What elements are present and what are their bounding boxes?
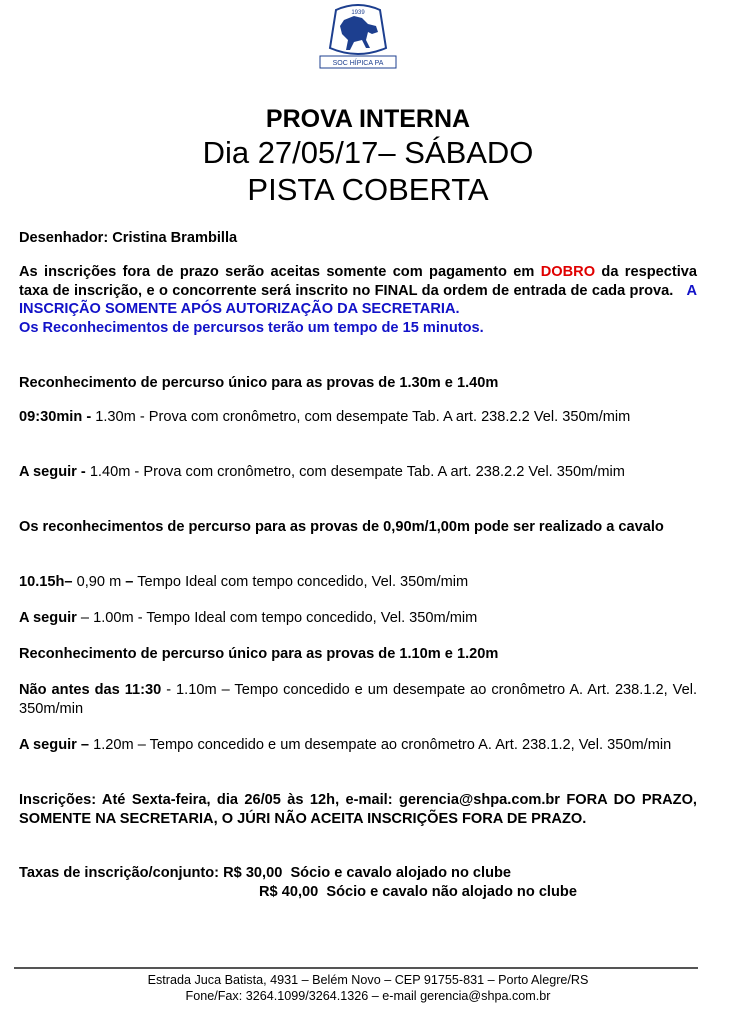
fees-block [19,864,577,901]
fee-2-desc: Sócio e cavalo não alojado no clube [326,883,577,900]
event-4-time: A seguir [19,610,77,626]
event-4-desc: – 1.00m - Tempo Ideal com tempo concedido, Vel. 350m/mim [76,610,478,626]
event-1 [19,408,697,427]
fee-2-amount: R$ 40,00 [259,883,319,900]
event-2-time: A seguir - [19,464,86,480]
logo-year: 1939 [351,10,365,16]
course-designer: Desenhador: Cristina Brambilla [19,230,238,246]
page-title: PROVA INTERNA [265,105,471,133]
event-3-dash: – [125,574,134,590]
event-2-desc: 1.40m - Prova com cronômetro, com desempate Tab. A art. 238.2.2 Vel. 350m/mim [85,464,625,480]
registration-info: Inscrições: Até Sexta-feira, dia 26/05 às 12h, e-mail: gerencia@shpa.com.br FORA DO PRAZO, SOMENTE NA SECRETARIA, O JÚRI NÃO ACEITA INSCRIÇÕES FORA DE PRAZO. [19,792,697,827]
footer-divider [14,967,698,969]
recon-heading-2: Os reconhecimentos de percurso para as provas de 0,90m/1,00m pode ser realizado a cavalo [19,519,664,535]
event-6-time: A seguir – [19,737,90,753]
footer-address: Estrada Juca Batista, 4931 – Belém Novo – CEP 91755-831 – Porto Alegre/RS [147,973,589,987]
event-5 [19,681,697,718]
footer-contact: Fone/Fax: 3264.1099/3264.1326 – e-mail gerencia@shpa.com.br [185,989,551,1003]
notice-recon-time: Os Reconhecimentos de percursos terão um tempo de 15 minutos. [19,319,484,336]
event-6-desc: 1.20m – Tempo concedido e um desempate ao cronômetro A. Art. 238.1.2, Vel. 350m/min [89,737,672,753]
event-5-desc: - 1.10m – Tempo concedido e um desempate ao cronômetro A. Art. 238.1.2, Vel. 350m/min [19,682,697,717]
event-5-time: Não antes das 11:30 [19,682,162,698]
recon-heading-1: Reconhecimento de percurso único para as provas de 1.30m e 1.40m [19,375,499,391]
notice-dobro: DOBRO [540,264,596,280]
notice-text-2: da respectiva taxa de inscrição, e o concorrente será inscrito no FINAL da ordem de entrada de cada prova. [19,264,697,299]
notice-text-1: As inscrições fora de prazo serão aceitas somente com pagamento em [19,264,541,280]
event-2 [19,463,697,482]
event-date: Dia 27/05/17– SÁBADO [202,135,534,170]
late-registration-notice [19,263,697,337]
event-3 [19,573,697,592]
fee-1-amount: R$ 30,00 [223,865,283,881]
club-logo [316,4,400,70]
event-3-desc: Tempo Ideal com tempo concedido, Vel. 350m/mim [133,574,469,590]
event-3-time: 10.15h– [19,574,73,590]
fees-label: Taxas de inscrição/conjunto: [19,865,220,881]
event-4 [19,609,697,628]
logo-text: SOC HÍPICA PA [332,60,384,67]
event-3-height: 0,90 m [72,574,126,590]
event-venue: PISTA COBERTA [247,172,489,207]
recon-heading-3: Reconhecimento de percurso único para as provas de 1.10m e 1.20m [19,646,499,662]
fee-1-desc: Sócio e cavalo alojado no clube [290,865,512,881]
notice-authorization: A INSCRIÇÃO SOMENTE APÓS AUTORIZAÇÃO DA SECRETARIA. [19,282,698,317]
event-1-time: 09:30min - [19,409,92,425]
fee-row-2 [19,883,577,902]
event-6 [19,736,697,755]
fee-row-1 [19,864,577,883]
event-1-desc: 1.30m - Prova com cronômetro, com desempate Tab. A art. 238.2.2 Vel. 350m/mim [91,409,631,425]
